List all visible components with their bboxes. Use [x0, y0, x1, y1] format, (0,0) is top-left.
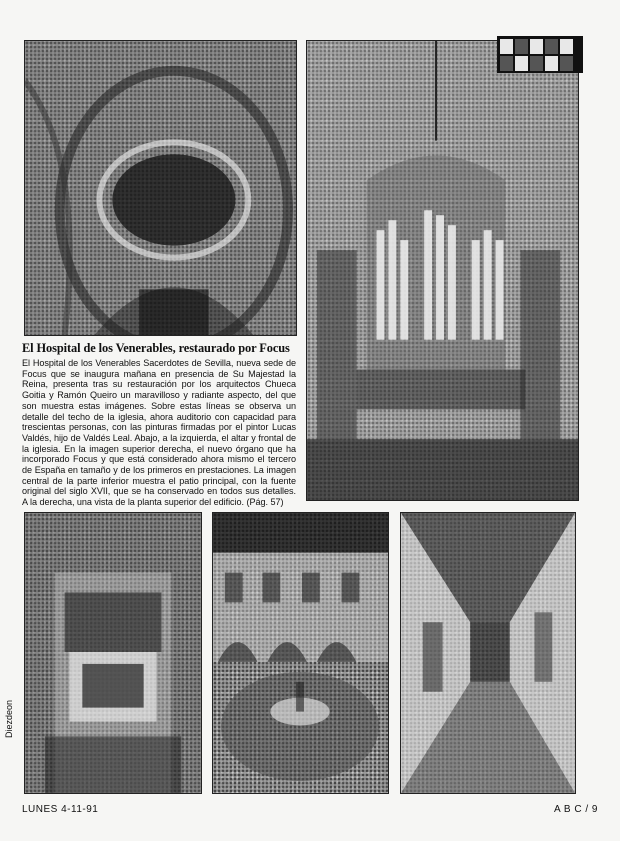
corridor-photo [400, 512, 576, 794]
photo-credit: Diezdeon [4, 699, 14, 738]
article-headline: El Hospital de los Venerables, restaurado por Focus [22, 341, 290, 355]
article-body: El Hospital de los Venerables Sacerdotes de Sevilla, nueva sede de Focus que se inaugura mañana en presencia de Su Majestad la Reina, presenta tras su restauración por los arquitectos Chueca Goitia y Ramón Queiro un maravilloso y radiante aspecto, del que son muestra estas imágenes. Sobre estas líneas se observa un detalle del techo de la iglesia, ahora auditorio con capacidad para trescientas personas, con las pinturas firmadas por el pintor Lucas Valdés, hijo de Valdés Leal. Abajo, a la izquierda, el altar y frontal de la iglesia. En la imagen superior derecha, el nuevo órgano que ha incorporado Focus y que está considerado ahora mismo el tercero de España en tamaño y de los primeros en prestaciones. La imagen central de la parte inferior muestra el patio principal, con la fuente original del siglo XVII, que se ha conservado en todos sus detalles. A la derecha, una vista de la planta superior del edificio. (Pág. 57) [22, 358, 296, 508]
newspaper-logo [497, 36, 583, 73]
footer-page-number: A B C / 9 [554, 804, 598, 815]
church-ceiling-photo [24, 40, 297, 336]
footer-date: LUNES 4-11-91 [22, 804, 99, 815]
altar-photo [24, 512, 202, 794]
courtyard-photo [212, 512, 389, 794]
organ-photo [306, 40, 579, 501]
